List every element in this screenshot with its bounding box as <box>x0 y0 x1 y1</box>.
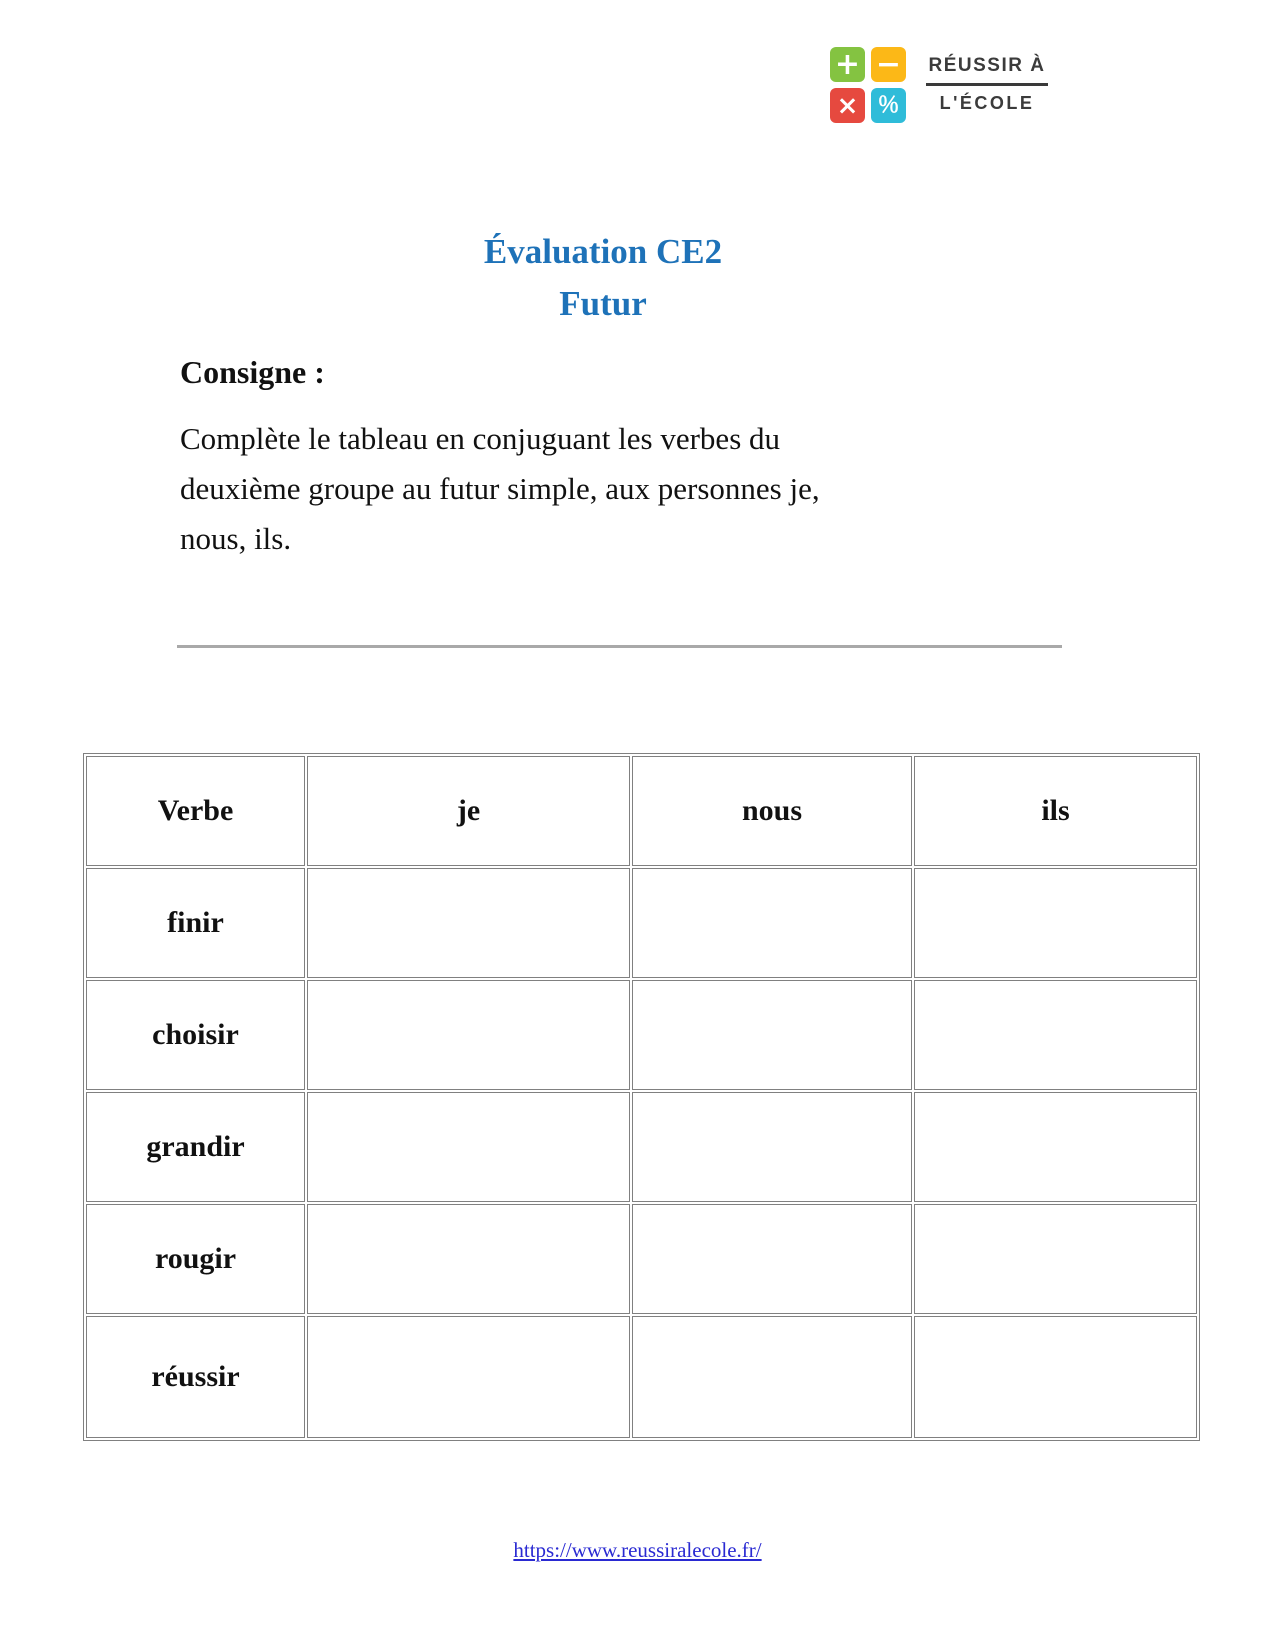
answer-cell <box>914 1204 1197 1314</box>
verb-cell: réussir <box>86 1316 305 1438</box>
logo-tiles <box>830 47 906 123</box>
verb-cell: choisir <box>86 980 305 1090</box>
verb-cell: rougir <box>86 1204 305 1314</box>
divide-glyph: ％ <box>877 92 900 118</box>
minus-icon <box>871 47 906 82</box>
instruction-line: nous, ils. <box>180 521 292 556</box>
answer-cell <box>307 1204 630 1314</box>
multiply-icon <box>830 88 865 123</box>
answer-cell <box>632 980 912 1090</box>
verb-cell: grandir <box>86 1092 305 1202</box>
column-header-je: je <box>307 756 630 866</box>
answer-cell <box>307 1316 630 1438</box>
conjugation-table-wrap <box>83 753 1200 1441</box>
brand-line2: L'ÉCOLE <box>939 93 1035 113</box>
title-line2: Futur <box>559 284 647 323</box>
answer-cell <box>307 1092 630 1202</box>
brand-divider <box>926 83 1048 86</box>
answer-cell <box>914 1316 1197 1438</box>
instruction-line: deuxième groupe au futur simple, aux personnes je, <box>180 471 820 506</box>
page-title <box>178 226 1028 330</box>
consigne-label: Consigne : <box>180 354 325 390</box>
verb-cell: finir <box>86 868 305 978</box>
multiply-glyph: × <box>836 90 859 121</box>
answer-cell <box>307 980 630 1090</box>
table-row <box>86 1204 1197 1314</box>
brand-name <box>926 55 1048 114</box>
table-row <box>86 1092 1197 1202</box>
table-header-row <box>86 756 1197 866</box>
answer-cell <box>632 1204 912 1314</box>
table-row <box>86 1316 1197 1438</box>
table-row <box>86 868 1197 978</box>
page-footer <box>0 1538 1275 1563</box>
answer-cell <box>914 1092 1197 1202</box>
answer-cell <box>632 1092 912 1202</box>
section-divider <box>177 645 1062 648</box>
brand-line1: RÉUSSIR À <box>928 55 1046 76</box>
instruction-text <box>180 414 1040 564</box>
answer-cell <box>914 868 1197 978</box>
divide-icon <box>871 88 906 123</box>
website-link[interactable]: https://www.reussiralecole.fr/ <box>513 1538 762 1562</box>
minus-glyph: − <box>875 46 902 82</box>
conjugation-table <box>83 753 1200 1441</box>
title-line1: Évaluation CE2 <box>483 232 723 271</box>
plus-icon <box>830 47 865 82</box>
plus-glyph: + <box>834 46 861 82</box>
column-header-nous: nous <box>632 756 912 866</box>
column-header-verbe: Verbe <box>86 756 305 866</box>
answer-cell <box>307 868 630 978</box>
column-header-ils: ils <box>914 756 1197 866</box>
table-row <box>86 980 1197 1090</box>
answer-cell <box>914 980 1197 1090</box>
logo <box>830 47 1048 123</box>
instruction-line: Complète le tableau en conjuguant les verbes du <box>180 421 781 456</box>
answer-cell <box>632 868 912 978</box>
answer-cell <box>632 1316 912 1438</box>
